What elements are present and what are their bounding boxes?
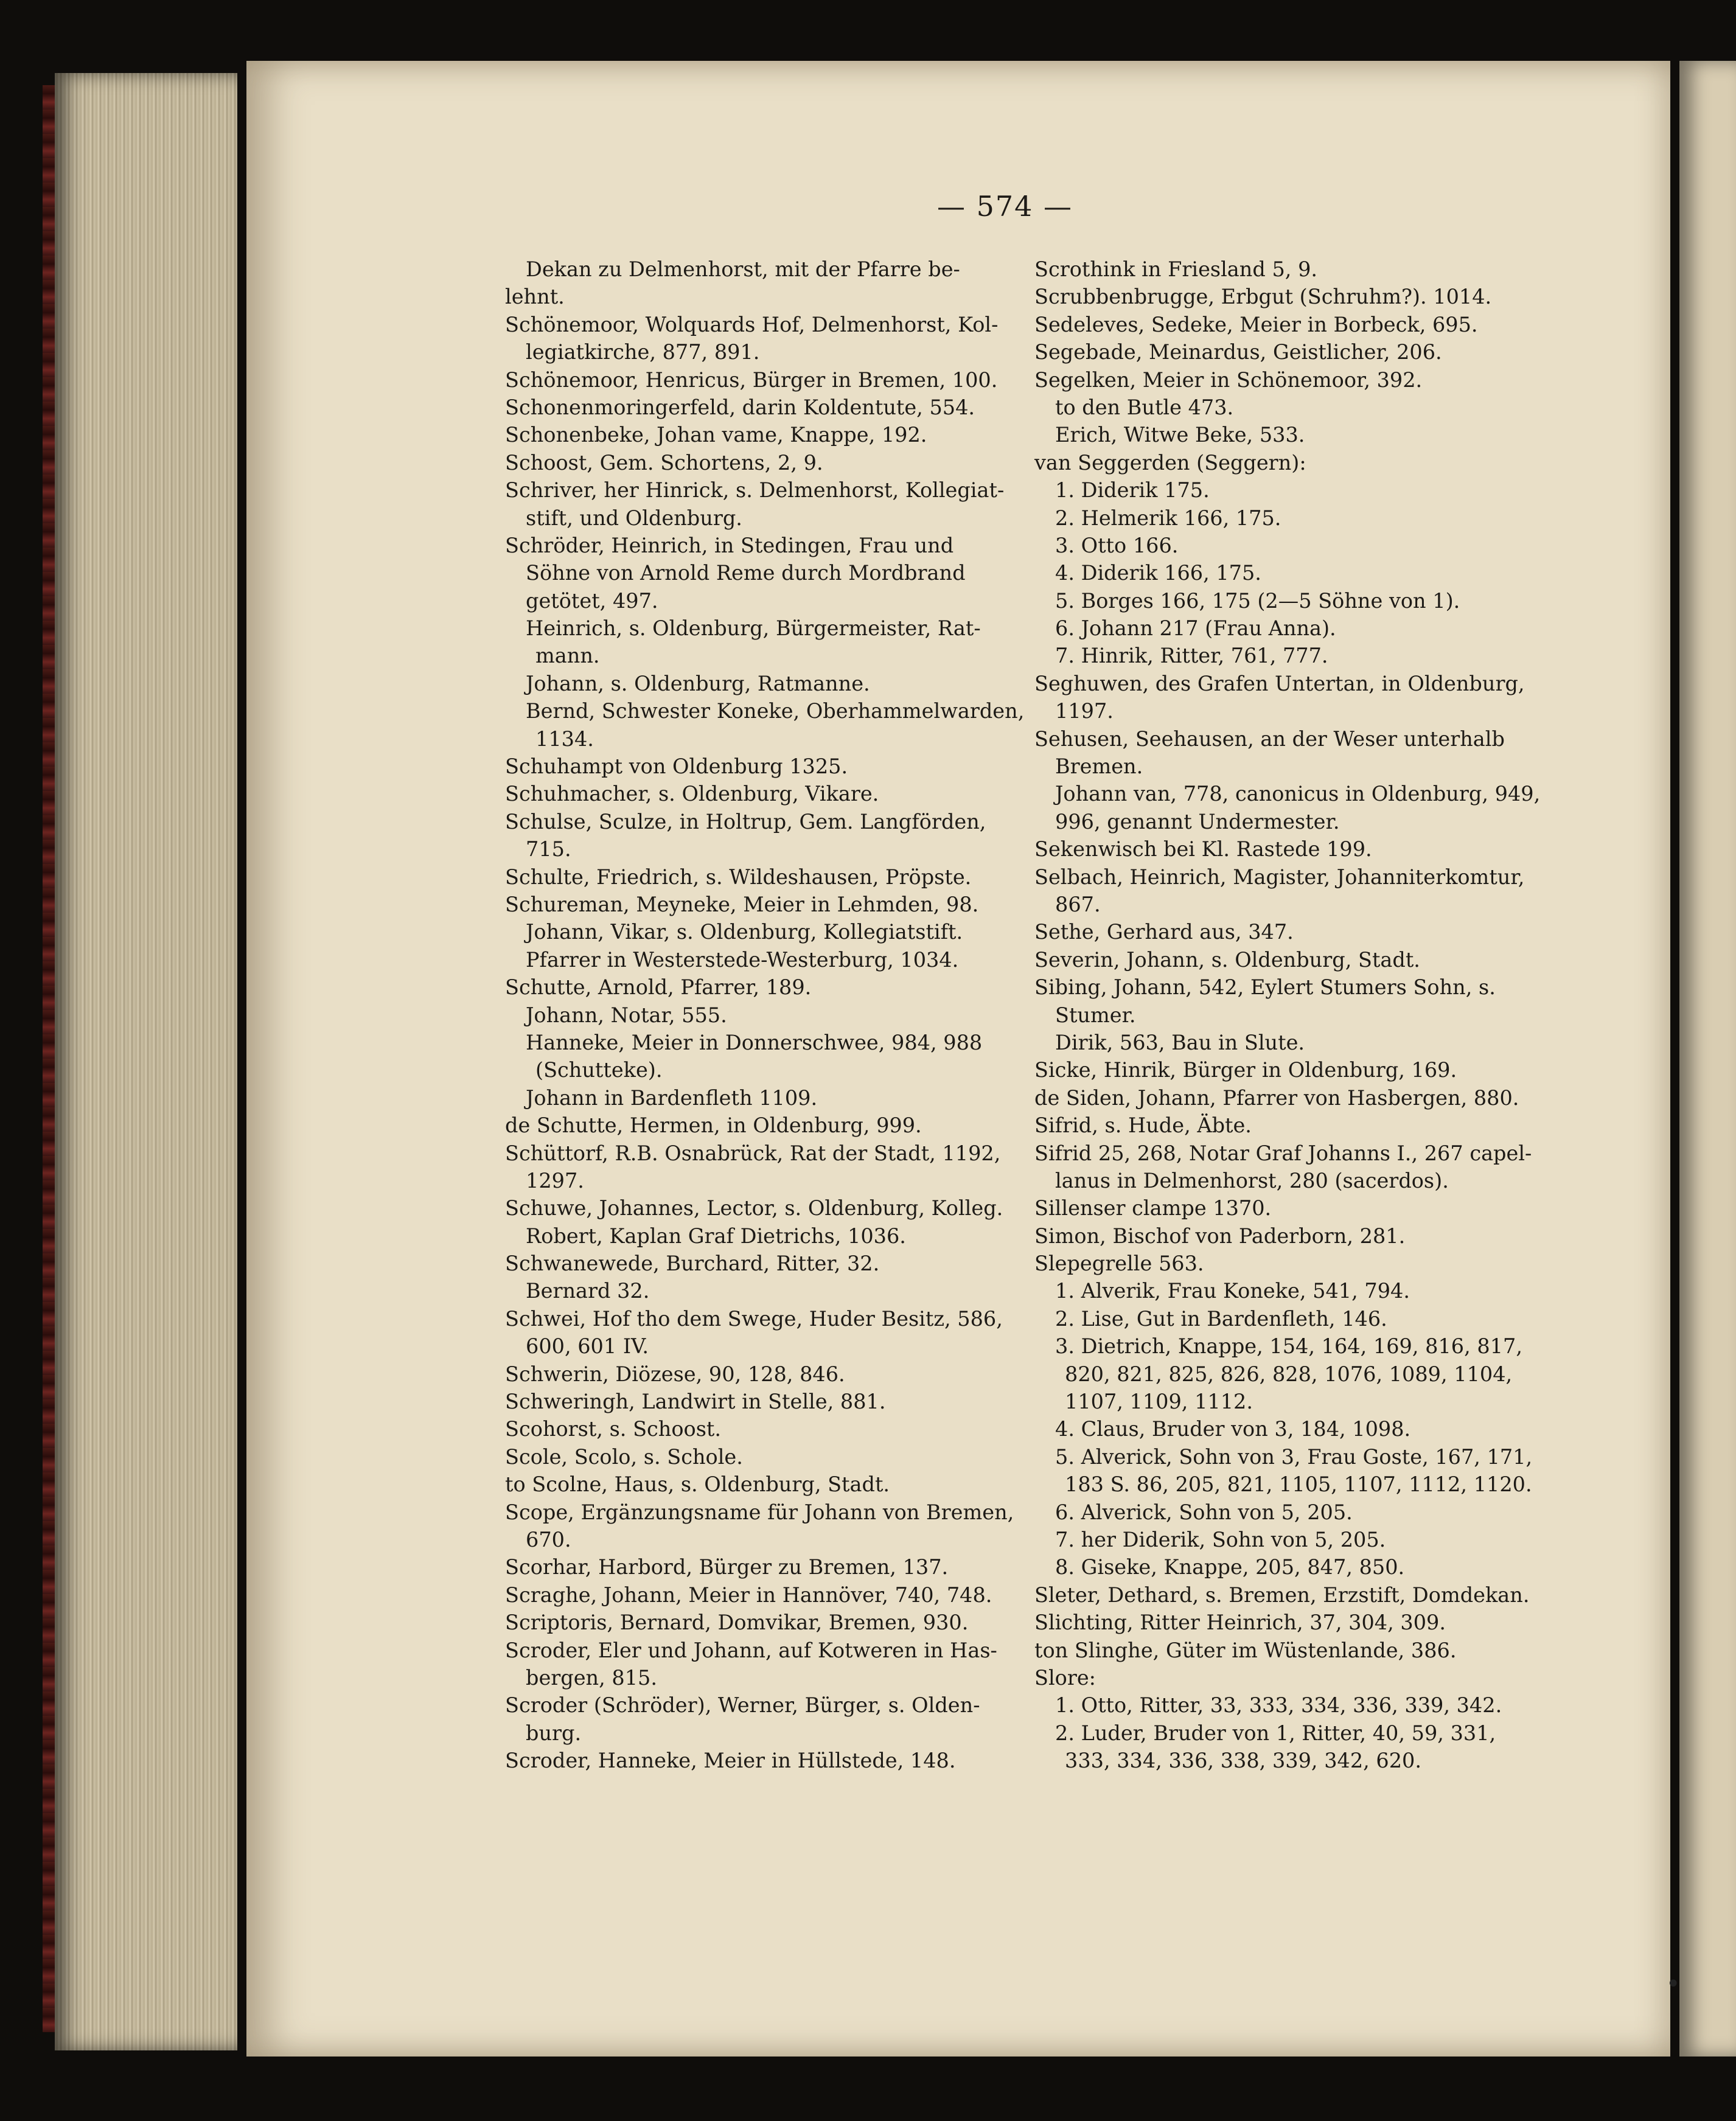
index-entry-line: Bernard 32. — [526, 1279, 650, 1303]
index-column-right — [1034, 256, 1539, 1774]
index-entry-line: Sethe, Gerhard aus, 347. — [1034, 920, 1294, 944]
index-entry-line: Slepegrelle 563. — [1034, 1252, 1204, 1276]
index-entry-line: Dirik, 563, Bau in Slute. — [1055, 1030, 1305, 1054]
index-entry-line: Severin, Johann, s. Oldenburg, Stadt. — [1034, 947, 1420, 972]
index-entry-line: Johann, Notar, 555. — [526, 1003, 727, 1027]
index-entry-line: Schuwe, Johannes, Lector, s. Oldenburg, Kolleg. — [505, 1196, 1003, 1221]
index-entry-line: 1297. — [526, 1168, 584, 1193]
index-entry-line: burg. — [526, 1721, 582, 1745]
index-entry-line: Segelken, Meier in Schönemoor, 392. — [1034, 367, 1423, 392]
index-entry-line: 715. — [526, 837, 571, 862]
index-entry-line: 1197. — [1055, 699, 1114, 723]
index-entry-line: Schönemoor, Wolquards Hof, Delmenhorst, Kol- — [505, 312, 999, 336]
page-stack-edge — [55, 73, 237, 2050]
index-entry-line: 183 S. 86, 205, 821, 1105, 1107, 1112, 1120. — [1065, 1472, 1532, 1497]
page-number: 574 — [976, 190, 1034, 223]
index-entry-line: Schweringh, Landwirt in Stelle, 881. — [505, 1390, 886, 1414]
index-entry-line: 1. Otto, Ritter, 33, 333, 334, 336, 339, 342. — [1055, 1693, 1502, 1718]
index-entry-line: 1134. — [535, 726, 594, 751]
index-entry-line: 600, 601 IV. — [526, 1334, 649, 1359]
index-entry-line: Sekenwisch bei Kl. Rastede 199. — [1034, 837, 1372, 862]
index-entry-line: Johann, Vikar, s. Oldenburg, Kollegiatstift. — [526, 920, 963, 944]
index-entry-line: ton Slinghe, Güter im Wüstenlande, 386. — [1034, 1638, 1457, 1662]
index-entry-line: Slore: — [1034, 1665, 1096, 1690]
index-entry-line: van Seggerden (Seggern): — [1034, 450, 1306, 475]
index-entry-line: 996, genannt Undermester. — [1055, 809, 1340, 834]
index-entry-line: 6. Alverick, Sohn von 5, 205. — [1055, 1500, 1353, 1524]
index-entry-line: stift, und Oldenburg. — [526, 506, 742, 530]
index-entry-line: Sedeleves, Sedeke, Meier in Borbeck, 695. — [1034, 312, 1478, 336]
index-entry-line: 670. — [526, 1527, 571, 1552]
index-entry-line: Sleter, Dethard, s. Bremen, Erzstift, Domdekan. — [1034, 1583, 1530, 1607]
index-entry-line: Schönemoor, Henricus, Bürger in Bremen, 100. — [505, 367, 998, 392]
index-entry-line: Segebade, Meinardus, Geistlicher, 206. — [1034, 340, 1442, 364]
index-entry-line: Schuhmacher, s. Oldenburg, Vikare. — [505, 782, 879, 806]
index-entry-line: 3. Otto 166. — [1055, 533, 1179, 557]
index-entry-line: lehnt. — [505, 285, 565, 309]
index-entry-line: Simon, Bischof von Paderborn, 281. — [1034, 1224, 1406, 1248]
index-entry-line: to Scolne, Haus, s. Oldenburg, Stadt. — [505, 1472, 890, 1497]
index-entry-line: Scorhar, Harbord, Bürger zu Bremen, 137. — [505, 1555, 949, 1579]
index-entry-line: Scraghe, Johann, Meier in Hannöver, 740, 748. — [505, 1583, 992, 1607]
index-entry-line: Scohorst, s. Schoost. — [505, 1417, 722, 1441]
index-entry-line: Heinrich, s. Oldenburg, Bürgermeister, Rat- — [526, 616, 981, 641]
index-entry-line: Schureman, Meyneke, Meier in Lehmden, 98. — [505, 892, 979, 916]
index-entry-line: 2. Lise, Gut in Bardenfleth, 146. — [1055, 1306, 1387, 1331]
index-entry-line: Seghuwen, des Grafen Untertan, in Oldenburg, — [1034, 671, 1525, 695]
index-entry-line: 5. Alverick, Sohn von 3, Frau Goste, 167, 171, — [1055, 1444, 1533, 1469]
index-entry-line: Slichting, Ritter Heinrich, 37, 304, 309. — [1034, 1611, 1446, 1635]
index-entry-line: 3. Dietrich, Knappe, 154, 164, 169, 816, 817, — [1055, 1334, 1522, 1359]
index-entry-line: 7. Hinrik, Ritter, 761, 777. — [1055, 644, 1328, 668]
index-entry-line: Scroder, Hanneke, Meier in Hüllstede, 148. — [505, 1749, 956, 1773]
index-entry-line: 867. — [1055, 892, 1101, 916]
index-entry-line: Sehusen, Seehausen, an der Weser unterhalb — [1034, 726, 1505, 751]
index-entry-line: Stumer. — [1055, 1003, 1136, 1027]
index-entry-line: Johann in Bardenfleth 1109. — [526, 1085, 818, 1110]
index-entry-line: Söhne von Arnold Reme durch Mordbrand — [526, 561, 966, 585]
index-entry-line: 333, 334, 336, 338, 339, 342, 620. — [1065, 1749, 1422, 1773]
index-entry-line: 6. Johann 217 (Frau Anna). — [1055, 616, 1336, 641]
index-entry-line: 1. Alverik, Frau Koneke, 541, 794. — [1055, 1279, 1410, 1303]
index-entry-line: Schulte, Friedrich, s. Wildeshausen, Pröpste. — [505, 865, 972, 889]
index-entry-line: Johann, s. Oldenburg, Ratmanne. — [526, 671, 870, 695]
index-entry-line: Pfarrer in Westerstede-Westerburg, 1034. — [526, 947, 959, 972]
index-column-left — [505, 256, 1025, 1774]
index-entry-line: Sicke, Hinrik, Bürger in Oldenburg, 169. — [1034, 1058, 1457, 1082]
index-entry-line: de Siden, Johann, Pfarrer von Hasbergen, 880. — [1034, 1085, 1519, 1110]
index-entry-line: getötet, 497. — [526, 588, 658, 613]
index-entry-line: mann. — [535, 644, 600, 668]
page-header: — 574 — — [937, 190, 1073, 223]
facing-page-edge — [1679, 61, 1736, 2057]
index-entry-line: 7. her Diderik, Sohn von 5, 205. — [1055, 1527, 1386, 1552]
index-entry-line: Scriptoris, Bernard, Domvikar, Bremen, 930. — [505, 1611, 969, 1635]
index-entry-line: Schröder, Heinrich, in Stedingen, Frau und — [505, 533, 954, 557]
index-entry-line: 1. Diderik 175. — [1055, 478, 1210, 503]
index-entry-line: Sillenser clampe 1370. — [1034, 1196, 1272, 1221]
index-entry-line: Scrothink in Friesland 5, 9. — [1034, 257, 1318, 281]
index-entry-line: Schwei, Hof tho dem Swege, Huder Besitz, 586, — [505, 1306, 1003, 1331]
index-entry-line: Scrubbenbrugge, Erbgut (Schruhm?). 1014. — [1034, 285, 1492, 309]
index-entry-line: Selbach, Heinrich, Magister, Johanniterkomtur, — [1034, 865, 1525, 889]
index-entry-line: Scroder (Schröder), Werner, Bürger, s. Olden- — [505, 1693, 980, 1718]
index-entry-line: Schutte, Arnold, Pfarrer, 189. — [505, 975, 812, 1000]
index-entry-line: (Schutteke). — [535, 1058, 663, 1082]
index-entry-line: Schoost, Gem. Schortens, 2, 9. — [505, 450, 823, 475]
index-entry-line: 5. Borges 166, 175 (2—5 Söhne von 1). — [1055, 588, 1460, 613]
index-entry-line: 2. Luder, Bruder von 1, Ritter, 40, 59, 331, — [1055, 1721, 1496, 1745]
index-entry-line: bergen, 815. — [526, 1665, 658, 1690]
index-entry-line: Scroder, Eler und Johann, auf Kotweren in Has- — [505, 1638, 997, 1662]
index-entry-line: Bremen. — [1055, 754, 1143, 779]
index-entry-line: 4. Diderik 166, 175. — [1055, 561, 1261, 585]
index-entry-line: Johann van, 778, canonicus in Oldenburg, 949, — [1055, 782, 1541, 806]
index-entry-line: Robert, Kaplan Graf Dietrichs, 1036. — [526, 1224, 906, 1248]
index-entry-line: Schonenbeke, Johan vame, Knappe, 192. — [505, 423, 927, 447]
index-entry-line: Hanneke, Meier in Donnerschwee, 984, 988 — [526, 1030, 983, 1054]
index-entry-line: Dekan zu Delmenhorst, mit der Pfarre be- — [526, 257, 960, 281]
index-entry-line: Schulse, Sculze, in Holtrup, Gem. Langförden, — [505, 809, 986, 834]
index-entry-line: Bernd, Schwester Koneke, Oberhammelwarden, — [526, 699, 1025, 723]
index-entry-line: Sibing, Johann, 542, Eylert Stumers Sohn, s. — [1034, 975, 1496, 1000]
index-entry-line: lanus in Delmenhorst, 280 (sacerdos). — [1055, 1168, 1449, 1193]
index-entry-line: legiatkirche, 877, 891. — [526, 340, 760, 364]
index-entry-line: Schüttorf, R.B. Osnabrück, Rat der Stadt, 1192, — [505, 1141, 1001, 1165]
index-entry-line: 1107, 1109, 1112. — [1065, 1390, 1253, 1414]
index-entry-line: Scope, Ergänzungsname für Johann von Bremen, — [505, 1500, 1014, 1524]
index-entry-line: Schonenmoringerfeld, darin Koldentute, 554. — [505, 395, 975, 419]
margin-mark: • — [1666, 1970, 1681, 1998]
index-entry-line: Scole, Scolo, s. Schole. — [505, 1444, 743, 1469]
index-entry-line: 820, 821, 825, 826, 828, 1076, 1089, 1104, — [1065, 1362, 1513, 1386]
index-entry-line: Schwerin, Diözese, 90, 128, 846. — [505, 1362, 845, 1386]
index-entry-line: 8. Giseke, Knappe, 205, 847, 850. — [1055, 1555, 1405, 1579]
index-entry-line: Schwanewede, Burchard, Ritter, 32. — [505, 1252, 880, 1276]
index-entry-line: Schuhampt von Oldenburg 1325. — [505, 754, 848, 779]
index-entry-line: Sifrid, s. Hude, Äbte. — [1034, 1113, 1252, 1138]
index-entry-line: Schriver, her Hinrick, s. Delmenhorst, Kollegiat- — [505, 478, 1005, 503]
index-entry-line: 2. Helmerik 166, 175. — [1055, 506, 1281, 530]
index-entry-line: Erich, Witwe Beke, 533. — [1055, 423, 1305, 447]
index-entry-line: 4. Claus, Bruder von 3, 184, 1098. — [1055, 1417, 1411, 1441]
index-entry-line: to den Butle 473. — [1055, 395, 1234, 419]
index-entry-line: de Schutte, Hermen, in Oldenburg, 999. — [505, 1113, 922, 1138]
index-entry-line: Sifrid 25, 268, Notar Graf Johanns I., 267 capel- — [1034, 1141, 1532, 1165]
